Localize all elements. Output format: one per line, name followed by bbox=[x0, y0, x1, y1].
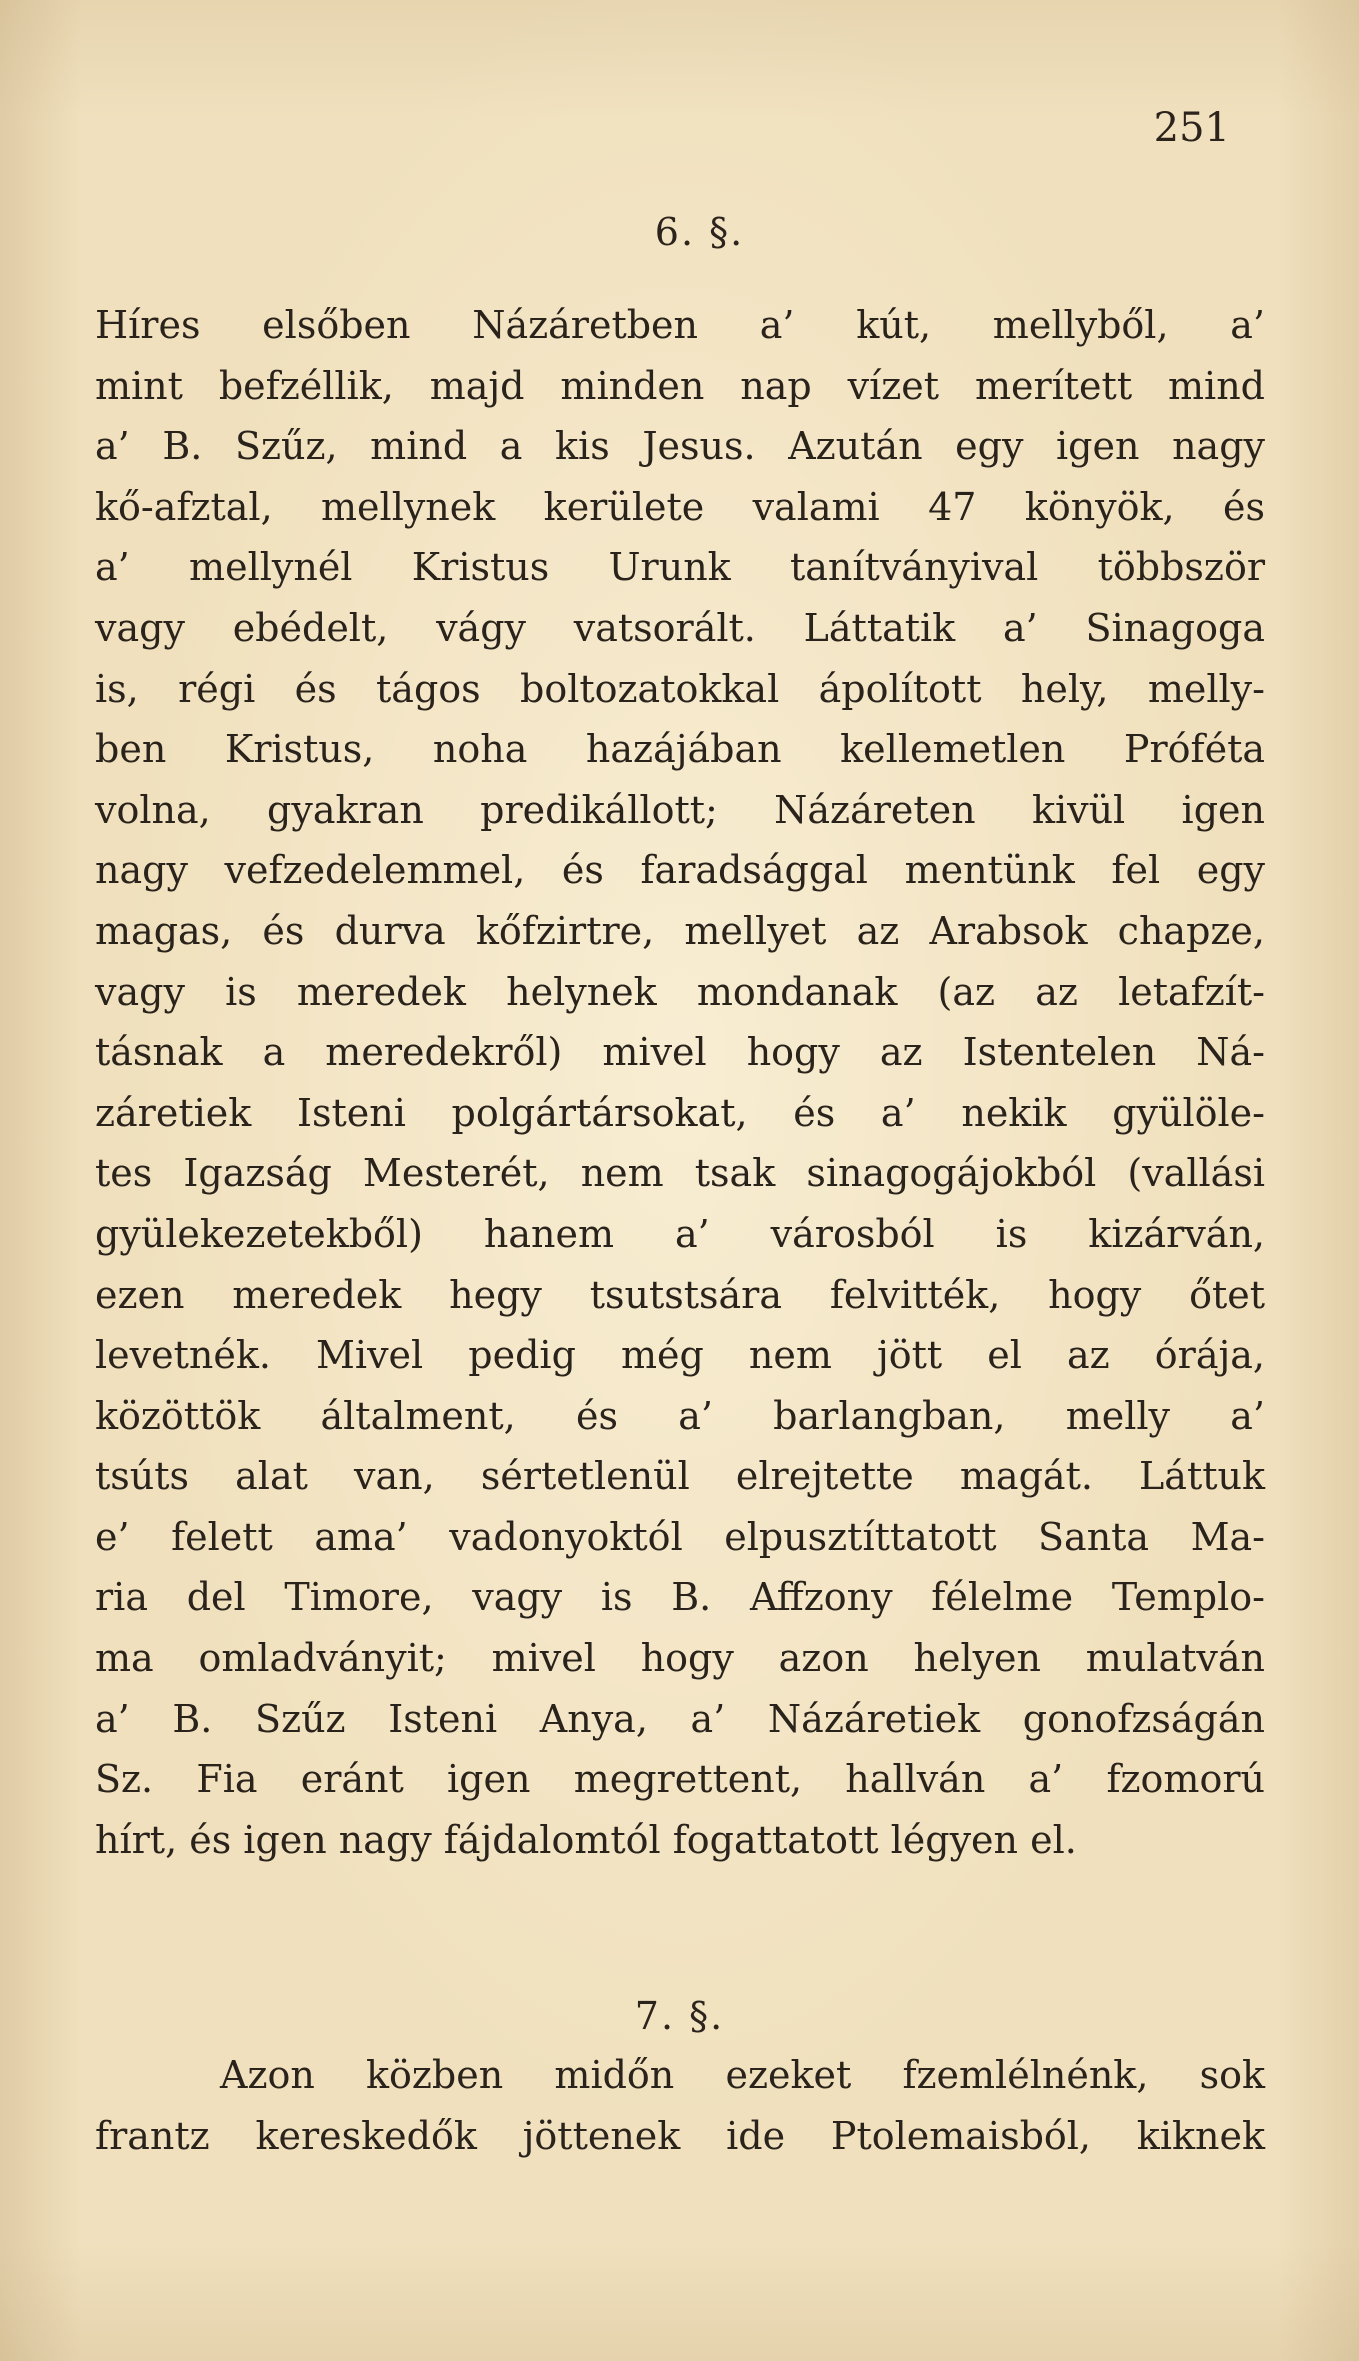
text-line: záretiek Isteni polgártársokat, és a’ nekik gyülöle- bbox=[95, 1090, 1265, 1135]
text-line: a’ B. Szűz, mind a kis Jesus. Azután egy igen nagy bbox=[95, 424, 1265, 469]
page-number: 251 bbox=[1153, 105, 1230, 151]
text-line: vagy is meredek helynek mondanak (az az letafzít- bbox=[95, 969, 1265, 1014]
text-line: ezen meredek hegy tsutstsára felvitték, hogy őtet bbox=[95, 1272, 1265, 1317]
text-line: frantz kereskedők jöttenek ide Ptolemaisból, kiknek bbox=[95, 2113, 1265, 2158]
text-line: levetnék. Mivel pedig még nem jött el az órája, bbox=[95, 1333, 1265, 1378]
text-line: kő-afztal, mellynek kerülete valami 47 könyök, és bbox=[95, 484, 1265, 529]
text-line: mint befzéllik, majd minden nap vízet merített mind bbox=[95, 363, 1265, 408]
text-line: hírt, és igen nagy fájdalomtól fogattatott légyen el. bbox=[95, 1817, 1077, 1862]
text-line: e’ felett ama’ vadonyoktól elpusztíttatott Santa Ma- bbox=[95, 1514, 1265, 1559]
text-line: ria del Timore, vagy is B. Affzony félelme Templo- bbox=[95, 1575, 1265, 1620]
text-line: a’ B. Szűz Isteni Anya, a’ Názáretiek gonofzságán bbox=[95, 1696, 1265, 1741]
text-line: gyülekezetekből) hanem a’ városból is kizárván, bbox=[95, 1211, 1265, 1256]
text-line: közöttök általment, és a’ barlangban, melly a’ bbox=[95, 1393, 1265, 1438]
text-line: volna, gyakran predikállott; Názáreten kivül igen bbox=[95, 787, 1265, 832]
text-line: ma omladványit; mivel hogy azon helyen mulatván bbox=[95, 1636, 1265, 1681]
text-line: tásnak a meredekről) mivel hogy az Istentelen Ná- bbox=[95, 1030, 1265, 1075]
text-line: tes Igazság Mesterét, nem tsak sinagogájokból (vallási bbox=[95, 1151, 1265, 1196]
text-line: Híres elsőben Názáretben a’ kút, mellyből, a’ bbox=[95, 303, 1265, 347]
text-line: tsúts alat van, sértetlenül elrejtette magát. Láttuk bbox=[95, 1454, 1265, 1499]
text-line: Sz. Fia eránt igen megrettent, hallván a’ fzomorú bbox=[95, 1757, 1265, 1802]
text-line: Azon közben midőn ezeket fzemlélnénk, sok bbox=[220, 2053, 1265, 2097]
section-6-paragraph bbox=[95, 295, 1265, 1870]
text-line: magas, és durva kőfzirtre, mellyet az Arabsok chapze, bbox=[95, 908, 1265, 953]
text-line: ben Kristus, noha hazájában kellemetlen Próféta bbox=[95, 727, 1265, 772]
text-line: a’ mellynél Kristus Urunk tanítványival többször bbox=[95, 545, 1265, 590]
section-heading-6: 6. §. bbox=[654, 210, 745, 254]
text-line: is, régi és tágos boltozatokkal ápolított hely, melly- bbox=[95, 666, 1265, 711]
text-line: nagy vefzedelemmel, és faradsággal mentünk fel egy bbox=[95, 848, 1265, 893]
section-heading-7: 7. §. bbox=[634, 1994, 725, 2038]
section-7-paragraph bbox=[95, 2045, 1265, 2166]
text-line: vagy ebédelt, vágy vatsorált. Láttatik a’ Sinagoga bbox=[95, 605, 1265, 650]
